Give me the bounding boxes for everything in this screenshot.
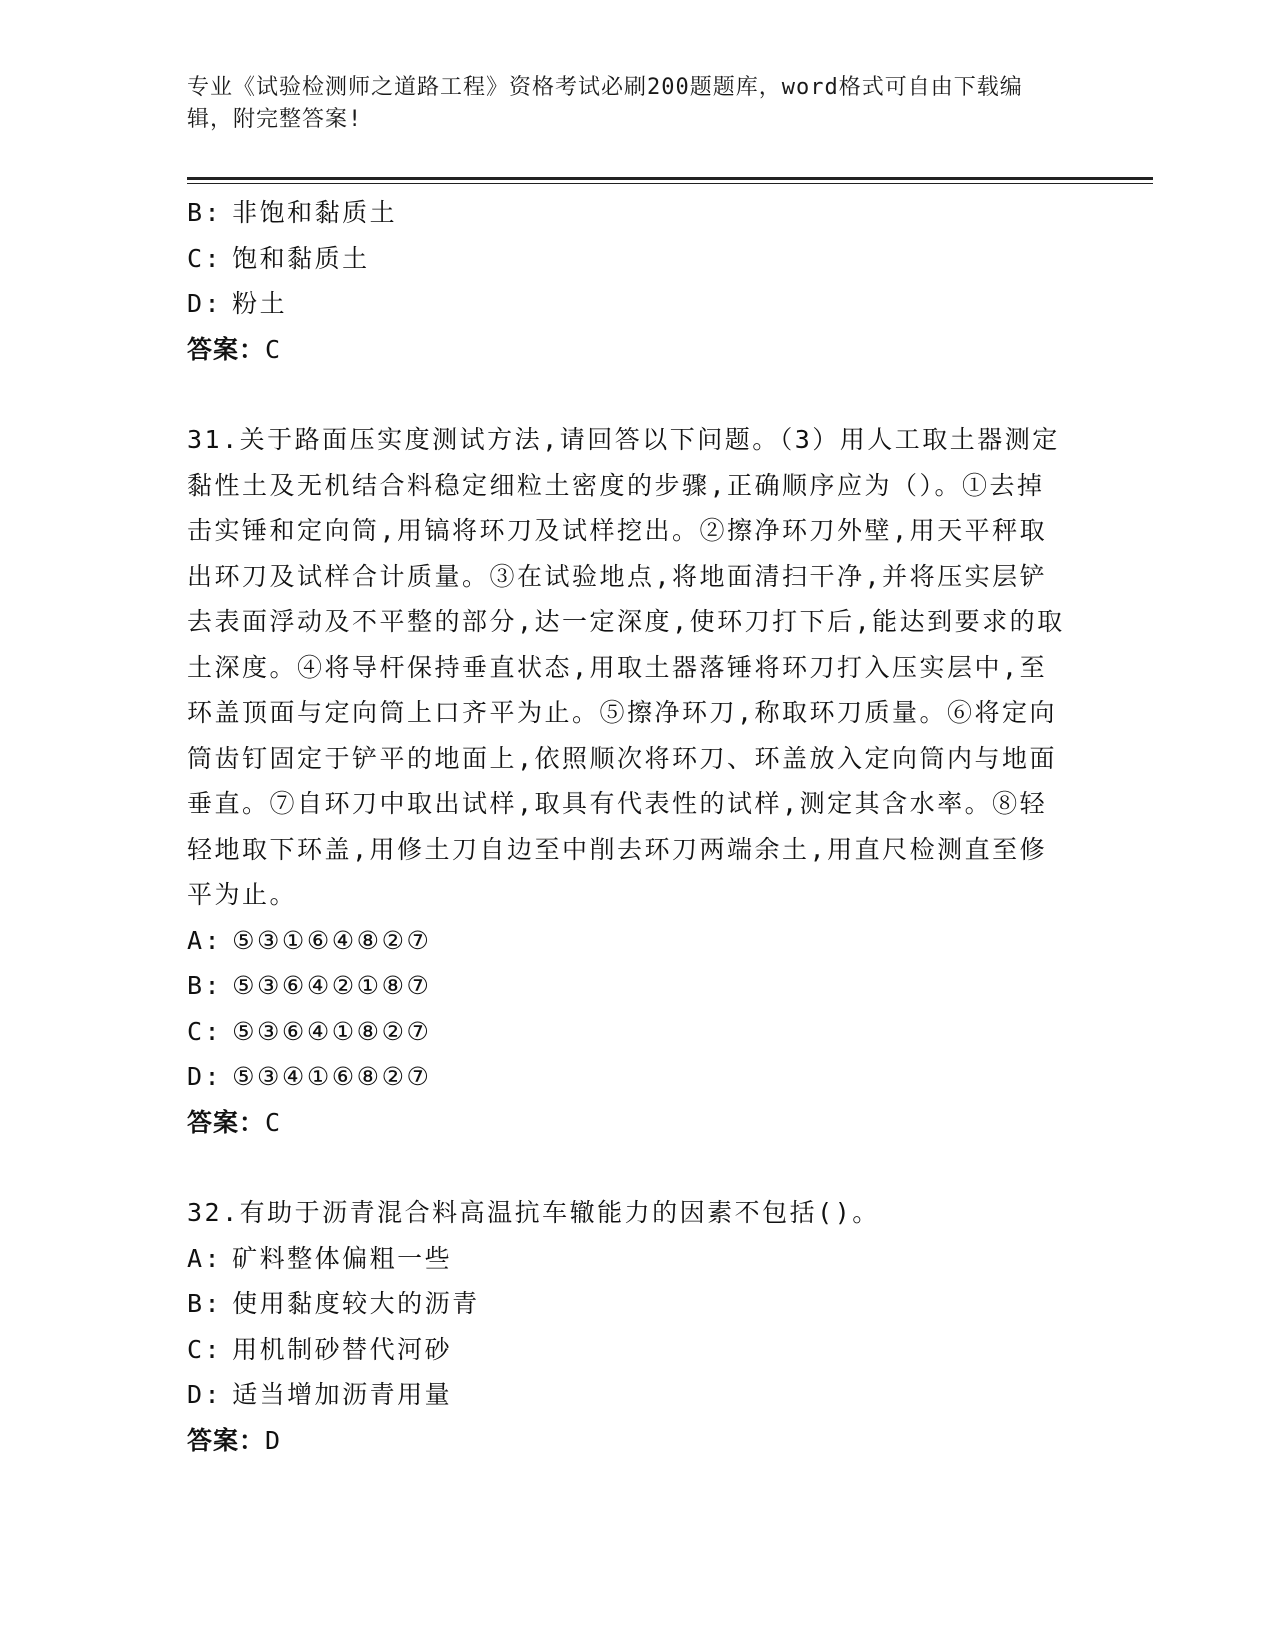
question-content xyxy=(187,190,1077,1463)
option-c: C: ⑤③⑥④①⑧②⑦ xyxy=(187,1016,432,1046)
option-d: D: ⑤③④①⑥⑧②⑦ xyxy=(187,1062,432,1091)
option-a: A: ⑤③①⑥④⑧②⑦ xyxy=(187,925,432,955)
question-31 xyxy=(187,417,1077,1145)
answer: 答案：C xyxy=(187,1107,282,1137)
option-b: B: 使用黏度较大的沥青 xyxy=(187,1289,480,1318)
answer: 答案：C xyxy=(187,334,282,364)
prev-question xyxy=(187,190,1077,372)
option-b: B: ⑤③⑥④②①⑧⑦ xyxy=(187,971,432,1000)
answer: 答案：D xyxy=(187,1425,282,1455)
header-divider-thick xyxy=(187,177,1153,180)
option-d: D: 适当增加沥青用量 xyxy=(187,1380,453,1409)
option-c: C: 饱和黏质土 xyxy=(187,243,370,273)
question-32 xyxy=(187,1190,1077,1463)
question-stem: 32.有助于沥青混合料高温抗车辙能力的因素不包括()。 xyxy=(187,1198,880,1227)
page-header: 专业《试验检测师之道路工程》资格考试必刷200题题库，word格式可自由下载编辑，附完整答案! xyxy=(187,75,1023,132)
option-c: C: 用机制砂替代河砂 xyxy=(187,1334,453,1364)
option-a: A: 矿料整体偏粗一些 xyxy=(187,1243,453,1273)
header-divider-thin xyxy=(187,183,1153,184)
spacer xyxy=(187,372,1077,417)
option-d: D: 粉土 xyxy=(187,289,288,318)
option-b: B: 非饱和黏质土 xyxy=(187,198,398,227)
question-stem: 31.关于路面压实度测试方法,请回答以下问题。（3）用人工取土器测定黏性土及无机结合料稳定细粒土密度的步骤,正确顺序应为（）。①去掉击实锤和定向筒,用镐将环刀及试样挖出。②擦净环刀外壁,用天平秤取出环刀及试样合计质量。③在试验地点,将地面清扫干净,并将压实层铲去表面浮动及不平整的部分,达一定深度,使环刀打下后,能达到要求的取土深度。④将导杆保持垂直状态,用取土器落锤将环刀打入压实层中,至环盖顶面与定向筒上口齐平为止。⑤擦净环刀,称取环刀质量。⑥将定向筒齿钉固定于铲平的地面上,依照顺次将环刀、环盖放入定向筒内与地面垂直。⑦自环刀中取出试样,取具有代表性的试样,测定其含水率。⑧轻轻地取下环盖,用修土刀自边至中削去环刀两端余土,用直尺检测直至修平为止。 xyxy=(187,425,1065,909)
spacer xyxy=(187,1145,1077,1190)
